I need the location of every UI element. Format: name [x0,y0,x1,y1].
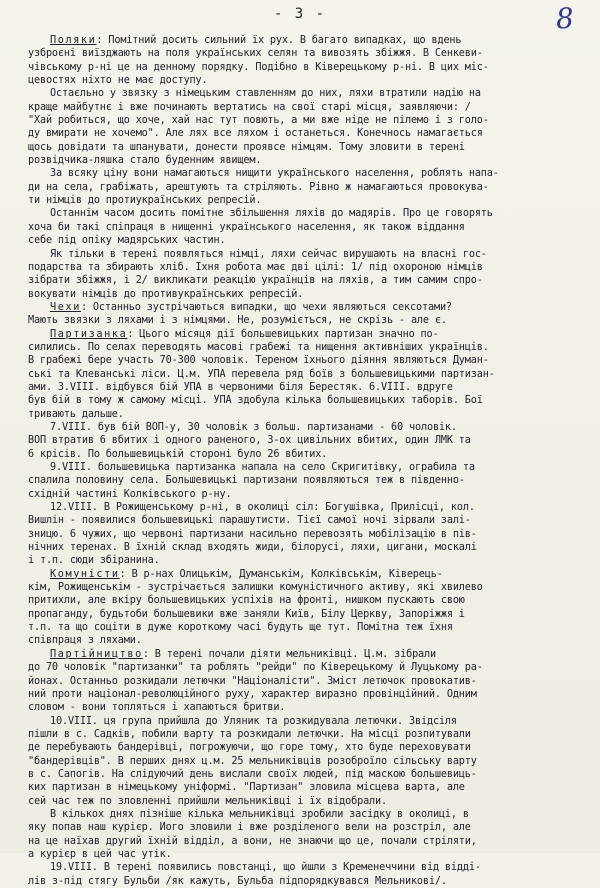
text-line [28,594,580,607]
section-heading: Поляки [50,35,97,46]
text-line [28,87,580,100]
text-line [28,728,580,741]
text-line [28,795,580,808]
section-heading: Партійництво [50,648,143,660]
line-text: співпраця з ляхами. [28,635,142,647]
line-text: пропаганду, будьтоби большевики вже заняли Київ, Білу Церкву, Запоріжжя і [28,608,465,620]
text-line [28,848,580,861]
line-text: : Цього місяця дії большевицьких партизан значно по- [127,328,439,340]
text-line [28,207,580,220]
text-line [28,301,580,314]
line-text: : Останньо зустрічаються випадки, що чехи являються сексотами? [80,301,452,313]
line-text: : В р-нах Олицькім, Думанськім, Колківськім, Ківерець- [119,568,443,580]
line-text: на це наїхав другий їхній відділ, а вони, не знаючи що це, почали стріляти, [28,835,477,847]
line-text: "Хай робиться, що хоче, хай нас тут повють, а ми вже ніде не пілемо і з голо- [28,115,489,127]
text-line [28,288,580,301]
text-line [28,781,580,794]
line-text: ами. 3.VIII. відбувся бій УПА в червоними біля Берестяк. 6.VIII. вдруге [28,381,453,393]
line-text: "бандерівців". В перших днях ц.м. 25 мельниківців розоброїло сільську варту [28,755,477,767]
line-text: 6 крісів. По большевицькій стороні було 26 вбитих. [28,448,328,460]
line-text: ВОП втратив 6 вбитих і одного раненого, 3-ох цивільних вбитих, один ЛМК та [28,435,471,447]
text-line [28,234,580,247]
text-line [28,821,580,834]
section-heading: Чехи [50,301,81,313]
text-line [28,568,580,581]
line-text: ний проти націонал-революційного руху, характер виразно провінційний. Одним [28,688,477,700]
text-line [28,47,580,60]
line-text: йонах. Останньо розкидали летючки "Націоналісти". Зміст летючок провокатив- [28,675,477,687]
line-text: себе під опіку мадярських частин. [28,235,226,247]
line-text: В кількох днях пізніше кілька мельниківці зробили засідку в околиці, в [50,808,469,820]
line-text: ти німців до протиукраїнських репресій. [28,195,262,207]
line-text: Останнім часом досить помітне збільшення ляхів до мадярів. Про це говорять [50,208,493,220]
text-line [28,474,580,487]
text-line [28,634,580,647]
text-line [28,34,580,47]
text-line [28,541,580,554]
line-text: словом - вони топляться і хапаються бритви. [28,702,286,714]
text-line [28,394,580,407]
text-line [28,835,580,848]
line-text: : Помітний досить сильний їх рух. В багато випадках, що вдень [96,35,462,46]
line-text: в с. Сапогів. На слідуючий день вислали своїх людей, під маскою большевиць- [28,768,477,780]
line-text: і т.п. сюди збіранина. [28,555,160,567]
handwritten-archive-number: 8 [555,1,576,36]
text-line [28,141,580,154]
line-text: чівському р-ні це на денному порядку. Подібно в Ківерецькому р-ні. В цих міс- [28,61,489,73]
text-line [28,421,580,434]
line-text: : В терені почали діяти мельниківці. Ц.м. зібрали [142,648,436,660]
line-text: ди на села, грабіжать, арештують та стріляють. Рівно ж намагаються провокува- [28,181,489,193]
text-line [28,181,580,194]
line-text: ких партизан в німецькому уніформі. "Партизан" зловила місцева варта, але [28,782,465,794]
line-text: подарства та збирають хліб. Їхня робота має дві цілі: 1/ під охороною німців [28,261,483,273]
line-text: зницю. 6 чужих, що червоні партизани насильно перевозять мобілізацію в пів- [28,528,477,540]
line-text: Остаєльно у звязку з німецьким ставленням до них, ляхи втратили надію на [50,88,481,100]
text-line [28,661,580,674]
text-line [28,741,580,754]
text-line [28,114,580,127]
line-text: зібрати збіжжя, і 2/ викликати реакцію українців на ляхів, а тим самим спро- [28,275,483,287]
section-heading: Партизанка [50,328,128,340]
text-line [28,354,580,367]
text-line [28,274,580,287]
text-line [28,74,580,87]
line-text: силились. По селах переводять масові грабежі та нищення активніших українців. [28,341,489,353]
text-line [28,488,580,501]
text-line [28,608,580,621]
line-text: сей час теж по зловленні прийшли мельниківці і їх відобрали. [28,795,388,807]
line-text: східній частині Колківського р-ну. [28,488,232,500]
line-text: Як тільки в терені появляться німці, ляхи сейчас вирушають на власні гос- [50,248,487,260]
line-text: був бій в тому ж самому місці. УПА здобула кілька большевицьких таборів. Бої [28,395,483,407]
line-text: Вишлін - появилися большевицькі парашутисти. Тієї самої ночі зірвали залі- [28,515,471,527]
text-line [28,461,580,474]
line-text: де перебувають бандерівці, погрожуючи, що горе тому, хто буде переховувати [28,742,471,754]
text-line [28,501,580,514]
text-line [28,621,580,634]
text-line [28,434,580,447]
line-text: цевостях ніхто не має доступу. [28,75,208,87]
text-line [28,328,580,341]
text-line [28,127,580,140]
text-line [28,528,580,541]
text-line [28,194,580,207]
text-line [28,314,580,327]
document-body [28,34,580,888]
page-number: - 3 - [273,6,327,22]
line-text: до 70 чоловік "партизанки" та роблять "рейди" по Ківерецькому й Луцькому ра- [28,662,483,674]
text-line [28,861,580,874]
line-text: нічних теренах. В їхній склад входять жиди, білорусі, ляхи, цигани, москалі [28,542,477,554]
text-line [28,648,580,661]
line-text: В грабежі бере участь 70-300 чоловік. Тереном їхнього діяння являються Думан- [28,355,489,367]
text-line [28,514,580,527]
line-text: узброєні виїзджають на поля українських селян та вивозять збіжжя. В Сенкеви- [28,48,483,60]
line-text: За всяку ціну вони намагаються нищити українського населення, роблять напа- [50,168,499,180]
line-text: 7.VIII. був бій ВОП-у, 30 чоловік з больш. партизанами - 60 чоловік. [50,421,457,433]
line-text: вокувати німців до противукраїнських репресій. [28,288,304,300]
text-line [28,248,580,261]
text-line [28,554,580,567]
line-text: Мають звязки з ляхами і з німцями. Не, розуміється, не скрізь - але є. [28,315,447,327]
line-text: щось довідати та шпанувати, донести проявсе німцям. Тому зловити в терені [28,141,465,153]
text-line [28,715,580,728]
text-line [28,808,580,821]
section-heading: Комуністи [50,568,120,580]
line-text: пішли в с. Садків, побили варту та розкидали летючки. На місці розпитували [28,728,471,740]
line-text: лів з-під стягу Бульби /як кажуть, Бульба підпорядкувався Мельникові/. [28,875,447,887]
line-text: тривають дальше. [28,408,124,420]
line-text: а курієр в цей час утік. [28,848,172,860]
text-line [28,101,580,114]
line-text: краще майбутнє і вже починають вертатись на свої старі місця, заявляючи: / [28,101,471,113]
line-text: ські та Клеванські ліси. Ц.м. УПА перевела ряд боїв з большевицькими партизан- [28,368,495,380]
line-text: притихли, але вкіру большевицьких успіхів на фронті, нишком пускають свою [28,595,465,607]
text-line [28,167,580,180]
text-line [28,261,580,274]
text-line [28,768,580,781]
text-line [28,688,580,701]
line-text: ду вмирати не хочемо". Але лях все ляхом і останеться. Конечнось намагається [28,128,483,140]
text-line [28,581,580,594]
text-line [28,448,580,461]
text-line [28,154,580,167]
text-line [28,755,580,768]
line-text: 19.VIII. В терені появились повстанці, що йшли з Кременеччини від відді- [50,862,481,874]
text-line [28,675,580,688]
line-text: яку попав наш курієр. Його зловили і вже розділеного вели на розстріл, але [28,822,471,834]
text-line [28,381,580,394]
line-text: 12.VIII. В Рожищенському р-ні, в околиці сіл: Богушівка, Прилісці, кол. [50,502,475,514]
text-line [28,368,580,381]
text-line [28,701,580,714]
line-text: кім, Рожищенськім - зустрічається залишки комуністичного активу, які хвилево [28,582,483,594]
line-text: 9.VIII. большевицька партизанка напала на село Скригитівку, ограбила та [50,462,475,473]
text-line [28,408,580,421]
text-line [28,61,580,74]
text-line [28,875,580,888]
line-text: т.п. та що соціти в дуже короткому часі будуть ще тут. Помітна теж їхня [28,622,453,634]
line-text: 10.VIII. ця група прийшла до Уляник та розкидувала летючки. Звідсіля [50,715,457,727]
line-text: спалила половину села. Большевицькі партизани появляються теж в південно- [28,475,465,487]
line-text: розвідчика-ляшка стало буденним явищем. [28,155,262,167]
text-line [28,341,580,354]
text-line [28,221,580,234]
line-text: хоча би такі спіпраця в нищенні українського населення, як також віддання [28,221,465,233]
